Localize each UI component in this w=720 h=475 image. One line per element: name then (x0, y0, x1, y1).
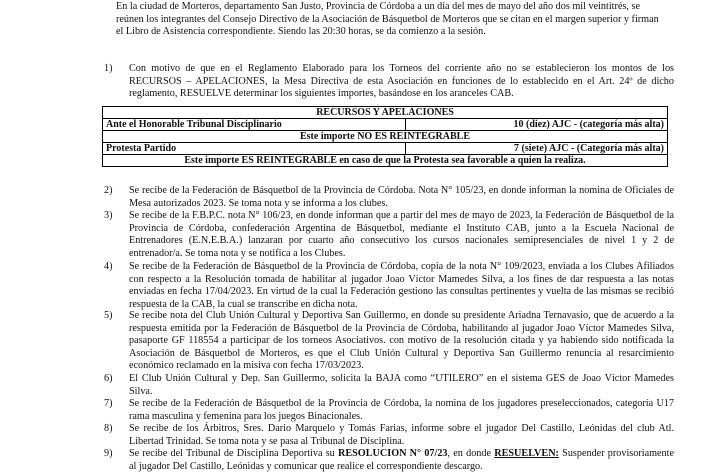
intro-paragraph: En la ciudad de Morteros, departamento San Justo, Provincia de Córdoba a un día del mes de mayo del año dos mil veintitrés, se reúnen los integrantes del Consejo Directivo de la Asociación de Básquetbol de Morteros que se citan en el margen superior y firman el Libro de Asistencia correspondiente. Siendo las 20:30 horas, se da comienzo a la sesión. (116, 1, 659, 38)
table-cell: 10 (diez) AJC - (categoría más alta) (406, 119, 668, 131)
table-row (103, 131, 668, 143)
item-text: Se recibe de la Federación de Básquetbol de la Provincia de Córdoba, la nomina de los jugadores preseleccionados, categoría U17 rama masculina y femenina para los juegos Binacionales. (129, 398, 674, 422)
table-cell: Este importe ES REINTEGRABLE en caso de que la Protesta sea favorable a quien la realiza. (103, 155, 668, 167)
item-text: Se recibe de los Árbitros, Sres. Dario Marquelo y Tomás Farias, informe sobre el jugador Del Castillo, Leónidas del club Atl. Libertad Trinidad. Se toma nota y se pasa al Tribunal de Disciplina. (129, 423, 674, 447)
item-text: Se recibe de la Federación de Básquetbol de la Provincia de Córdoba. Nota N° 105/23, en donde informan la nomina de Oficiales de Mesa autorizados 2023. Se toma nota y se informa a los clubes. (129, 185, 674, 209)
item-number: 1) (104, 63, 113, 74)
table-cell: Protesta Partido (103, 143, 406, 155)
item-text: El Club Unión Cultural y Dep. San Guillermo, solicita la BAJA como “UTILERO” en el sistema GES de Joao Víctor Mamedes Silva. (129, 373, 674, 397)
item-number: 7) (104, 398, 113, 409)
item-number: 5) (104, 310, 113, 321)
table-row (103, 119, 668, 131)
item-text: Con motivo de que en el Reglamento Elaborado para los Torneos del corriente año no se establecieron los montos de los RECURSOS – APELACIONES, la Mesa Directiva de esta Asociación en funciones de lo establecido en el Art. 24º de dicho reglamento, RESUELVE determinar los siguientes importes, basándose en los aranceles CAB. (129, 63, 674, 100)
item-text-part: Suspender provisoriamente al jugador Del Castillo, Leónidas y comunicar que realice el correspondiente descargo. (129, 448, 675, 472)
item-number: 4) (104, 261, 113, 272)
table-cell: 7 (siete) AJC - (Categoría más alta) (406, 143, 668, 155)
table-cell: Este importe NO ES REINTEGRABLE (103, 131, 668, 143)
item-number: 3) (104, 210, 113, 221)
table-row (103, 107, 668, 119)
table-cell: Ante el Honorable Tribunal Disciplinario (103, 119, 406, 131)
table-row (103, 155, 668, 167)
item-number: 9) (104, 448, 113, 459)
item-number: 8) (104, 423, 113, 434)
resuelven-label: RESUELVEN: (494, 448, 559, 459)
item-text-part: , en donde (447, 448, 495, 459)
item-text: Se recibe de la Federación de Básquetbol de la Provincia de Córdoba, copia de la nota N° 109/2023, enviada a los Clubes Afiliados con respecto a la Resolución tomada de habilitar al jugador Joao Víctor Mamedes Silva, a los fines de dar respuesta a las notas enviadas en fecha 17/04/2023. En virtud de la cual la Federación gestiono las consultas pertinentes y vuelta de las mismas se recibió respuesta de la CAB, la cual se transcribe en dicha nota. (129, 261, 674, 310)
item-number: 6) (104, 373, 113, 384)
item-text: Se recibe nota del Club Unión Cultural y Deportiva San Guillermo, en donde su presidente Ariadna Ternavasio, que de acuerdo a la respuesta emitida por la Federación de Básquetbol de la Provincia de Córdoba, habilitando al jugador Joao Víctor Mamedes Silva, pasaporte GF 118554 a participar de los torneos Asociativos. con motivo de la resolución citada y ya habiendo sido notificada la Asociación de Básquetbol de Morteros, es que el Club Unión Cultural y Deportiva San Guillermo renuncia al resarcimiento económico reclamado en la misiva con fecha 17/03/2023. (129, 310, 674, 372)
table-title: RECURSOS Y APELACIONES (103, 107, 668, 119)
item-number: 2) (104, 185, 113, 196)
item-text-part: Se recibe del Tribunal de Disciplina Deportiva su (129, 448, 338, 459)
resolution-number: RESOLUCION N° 07/23 (337, 448, 448, 459)
item-text: Se recibe de la F.B.P.C. nota N° 106/23, en donde informan que a partir del mes de mayo de 2023, la Federación de Básquetbol de la Provincia de Córdoba, confederación Argentina de Básquetbol, mediante el Instituto CAB, junto a la Escuela Nacional de Entrenadores (E.N.E.B.A.) lanzaran por cuarto año consecutivo los cursos nacionales semipresenciales de nivel 1 y 2 de entrenador/a. Se toma nota y se notifica a los Clubes. (129, 210, 674, 259)
table-row (103, 143, 668, 155)
recursos-table (102, 106, 668, 167)
item-text (129, 448, 674, 473)
